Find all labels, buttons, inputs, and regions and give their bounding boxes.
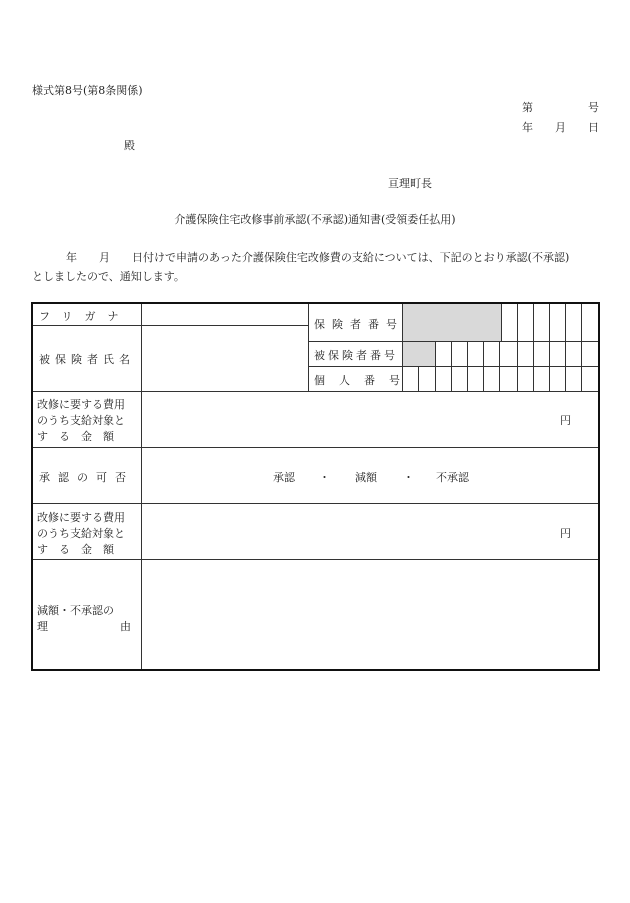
digit-box-divider <box>549 366 550 391</box>
approved-amount-field[interactable] <box>142 504 552 559</box>
digit-box-divider <box>451 341 452 366</box>
number-label-divider-left <box>308 304 309 391</box>
cost-label-line-2: のうち支給対象と <box>37 414 125 427</box>
digit-box-divider <box>533 341 534 366</box>
body-text-line-1: 年 月 日付けで申請のあった介護保険住宅改修費の支給については、下記のとおり承認(不承認) <box>66 251 570 264</box>
yen-label: 円 <box>560 527 571 540</box>
digit-box-divider <box>517 304 518 341</box>
digit-box-divider <box>499 366 500 391</box>
digit-box-divider <box>499 341 500 366</box>
issuer: 亘理町長 <box>388 177 432 190</box>
digit-box-divider <box>533 366 534 391</box>
cost-label-line-1: 改修に要する費用 <box>37 398 125 411</box>
digit-box-divider <box>451 366 452 391</box>
insured-name-label: 被保険者氏名 <box>39 353 135 366</box>
approval-separator: ・ <box>403 471 414 484</box>
approval-separator: ・ <box>319 471 330 484</box>
cost-label-line-3: する金額 <box>37 543 125 556</box>
cost-amount-field[interactable] <box>142 392 552 447</box>
digit-box-divider <box>549 341 550 366</box>
digit-box-divider <box>565 304 566 341</box>
digit-box-divider <box>483 341 484 366</box>
digit-box-divider <box>581 304 582 341</box>
insurer-number-label: 保険者番号 <box>314 318 404 331</box>
digit-box-divider <box>517 341 518 366</box>
digit-box-divider <box>467 366 468 391</box>
recipient-suffix: 殿 <box>124 139 135 152</box>
cost-label-line-2: のうち支給対象と <box>37 527 125 540</box>
approval-option-reduce[interactable]: 減額 <box>355 471 377 484</box>
row-divider <box>308 366 598 367</box>
cost-label-line-1: 改修に要する費用 <box>37 511 125 524</box>
furigana-field[interactable] <box>142 304 308 325</box>
digit-box-divider <box>581 341 582 366</box>
approval-option-reject[interactable]: 不承認 <box>436 471 469 484</box>
digit-box-divider <box>581 366 582 391</box>
approval-label: 承認の可否 <box>39 471 134 484</box>
digit-box-divider <box>549 304 550 341</box>
document-title: 介護保険住宅改修事前承認(不承認)通知書(受領委任払用) <box>174 213 456 226</box>
form-number: 様式第8号(第8条関係) <box>32 84 143 97</box>
digit-box-divider <box>467 341 468 366</box>
digit-box-divider <box>565 341 566 366</box>
document-number-label: 第 号 <box>522 101 599 114</box>
digit-box-divider <box>418 366 419 391</box>
date-label: 年 月 日 <box>522 121 599 134</box>
reason-label-line-2: 理由 <box>37 620 203 633</box>
body-text-line-2: としましたので、通知します。 <box>32 270 185 283</box>
reason-label-line-1: 減額・不承認の <box>37 604 114 617</box>
digit-box-divider <box>435 366 436 391</box>
personal-number-label: 個人番号 <box>314 374 414 387</box>
row-divider <box>308 341 598 342</box>
digit-box-divider <box>533 304 534 341</box>
yen-label: 円 <box>560 414 571 427</box>
digit-box-divider <box>435 341 436 366</box>
cost-label-line-3: する金額 <box>37 430 125 443</box>
form-table <box>31 302 600 671</box>
digit-box-divider <box>517 366 518 391</box>
digit-box-divider <box>565 366 566 391</box>
approval-option-approve[interactable]: 承認 <box>273 471 295 484</box>
digit-box-divider <box>501 304 502 341</box>
insured-name-field[interactable] <box>142 326 308 391</box>
row-divider <box>33 447 598 448</box>
insurer-number-shade <box>403 304 501 341</box>
furigana-label: フリガナ <box>39 310 131 323</box>
insured-number-label: 被保険者番号 <box>314 349 398 362</box>
reason-field[interactable] <box>142 560 598 669</box>
digit-box-divider <box>483 366 484 391</box>
insured-number-shade <box>403 342 435 366</box>
